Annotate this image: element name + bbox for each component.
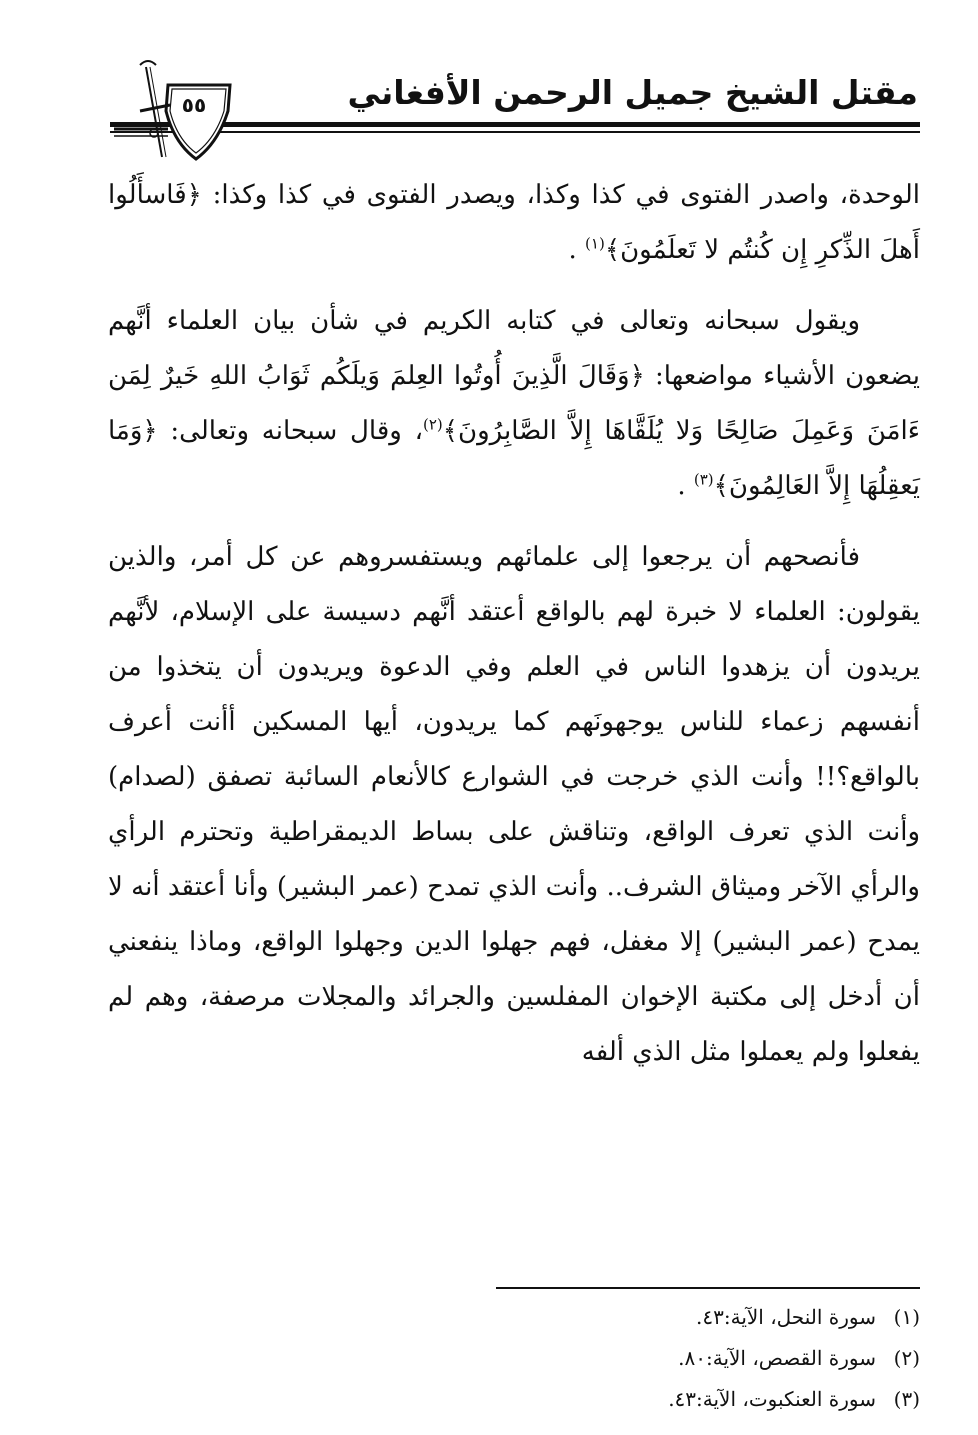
footnote-number: (٣) <box>893 1387 920 1411</box>
footnote-text: سورة القصص، الآية:٨٠. <box>678 1346 876 1370</box>
footnote-text: سورة النحل، الآية:٤٣. <box>696 1305 876 1329</box>
footnote-ref-2[interactable]: (٢) <box>423 415 443 434</box>
paragraph-1: الوحدة، واصدر الفتوى في كذا وكذا، ويصدر الفتوى في كذا وكذا: ﴿فَاسأَلُوا أَهلَ الذِّكرِ إِن كُنتُم لا تَعلَمُونَ﴾$^{(١)}$ . <box>108 180 920 265</box>
body-text <box>108 168 920 1096</box>
paragraph-2: ويقول سبحانه وتعالى في كتابه الكريم في شأن بيان العلماء أنَّهم يضعون الأشياء مواضعها: ﴿وَقَالَ الَّذِينَ أُوتُوا العِلمَ وَيلَكُم ثَوَابُ اللهِ خَيرٌ لِمَن ءَامَنَ وَعَمِلَ صَالِحًا وَلا يُلَقَّاهَا إِلاَّ الصَّابِرُونَ﴾$^{(٢)}$، وقال سبحانه وتعالى: ﴿وَمَا يَعقِلُهَا إِلاَّ العَالِمُونَ﴾$^{(٣)}$ . <box>108 306 920 501</box>
page-number: ٥٥ <box>181 93 207 117</box>
footnote-text: سورة العنكبوت، الآية:٤٣. <box>668 1387 876 1411</box>
footnote-ref-3[interactable]: (٣) <box>693 470 714 489</box>
page-header <box>110 55 920 165</box>
footnote-item <box>500 1297 920 1338</box>
footnote-number: (٢) <box>893 1346 920 1370</box>
footnote-number: (١) <box>893 1305 920 1329</box>
running-title: مقتل الشيخ جميل الرحمن الأفغاني <box>347 73 918 112</box>
footnote-item <box>500 1379 920 1420</box>
footnote-ref-1[interactable]: (١) <box>585 234 605 253</box>
page-number-badge <box>110 55 235 165</box>
footnotes <box>500 1297 920 1420</box>
paragraph-3: فأنصحهم أن يرجعوا إلى علمائهم ويستفسروهم عن كل أمر، والذين يقولون: العلماء لا خبرة لهم بالواقع أعتقد أنَّهم دسيسة على الإسلام، لأنَّهم يريدون أن يزهدوا الناس في العلم وفي الدعوة ويريدون أن يتخذوا من أنفسهم زعماء للناس يوجهونَهم كما يريدون، أيها المسكين أأنت أعرف بالواقع؟!! وأنت الذي خرجت في الشوارع كالأنعام السائبة تصفق (لصدام) وأنت الذي تعرف الواقع، وتناقش على بساط الديمقراطية وتحترم الرأي والرأي الآخر وميثاق الشرف.. وأنت الذي تمدح (عمر البشير) وأنا أعتقد أنه لا يمدح (عمر البشير) إلا مغفل، فهم جهلوا الدين وجهلوا الواقع، وماذا ينفعني أن أدخل إلى مكتبة الإخوان المفلسين والجرائد والمجلات مرصفة، وهم لم يفعلوا ولم يعملوا مثل الذي ألفه <box>108 542 920 1067</box>
footnote-item <box>500 1338 920 1379</box>
footnote-separator <box>496 1287 920 1289</box>
